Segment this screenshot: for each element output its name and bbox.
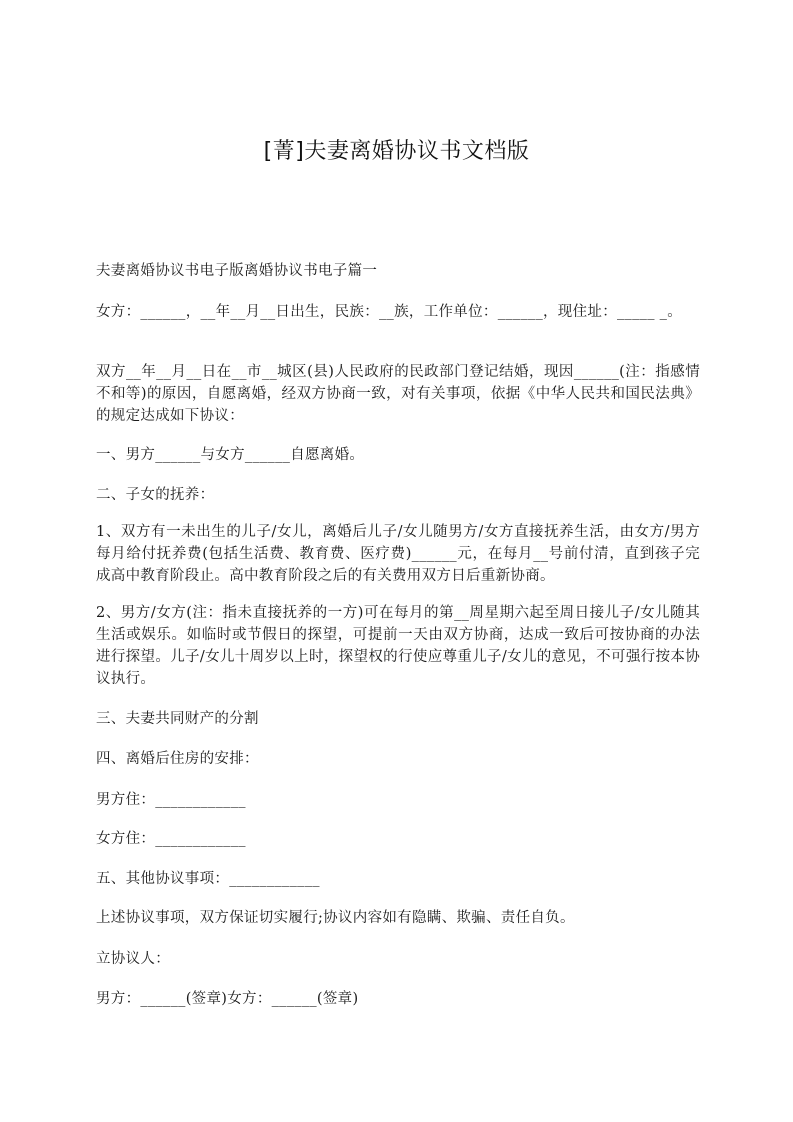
section-heading [96, 260, 700, 282]
wife-residence [96, 828, 700, 850]
paragraph: 1、双方有一未出生的儿子/女儿，离婚后儿子/女儿随男方/女方直接抚养生活，由女方/男方每月给付抚养费(包括生活费、教育费、医疗费)______元，在每月__号前付清，直到孩子完成高中教育阶段止。高中教育阶段之后的有关费用双方日后重新协商。 [96, 524, 700, 584]
paragraph: 上述协议事项，双方保证切实履行;协议内容如有隐瞒、欺骗、责任自负。 [96, 910, 575, 926]
paragraph: 一、男方______与女方______自愿离婚。 [96, 447, 365, 463]
marriage-paragraph [96, 361, 700, 427]
clause-5 [96, 868, 700, 890]
paragraph: 四、离婚后住房的安排： [96, 751, 259, 767]
clause-3 [96, 708, 700, 730]
paragraph: 男方住：____________ [96, 792, 246, 808]
document-title: [菁]夫妻离婚协议书文档版 [263, 139, 530, 164]
paragraph: 女方住：____________ [96, 831, 246, 847]
clause-2-heading [96, 484, 700, 506]
clause-4 [96, 748, 700, 770]
clause-2-item-2 [96, 602, 700, 690]
clause-1 [96, 444, 700, 466]
paragraph: 双方__年__月__日在__市__城区(县)人民政府的民政部门登记结婚，现因______(注：指感情不和等)的原因，自愿离婚，经双方协商一致，对有关事项，依据《中华人民共和国民法典》的规定达成如下协议： [96, 364, 700, 424]
husband-residence [96, 789, 700, 811]
signatories-label [96, 948, 700, 970]
paragraph: 五、其他协议事项：____________ [96, 871, 320, 887]
paragraph: 女方：______，__年__月__日出生，民族：__族，工作单位：______，现住址：_____ _。 [96, 304, 683, 320]
paragraph: 男方：______(签章)女方：______(签章) [96, 991, 359, 1007]
guarantee-paragraph [96, 907, 700, 929]
paragraph: 三、夫妻共同财产的分割 [96, 711, 259, 727]
paragraph: 立协议人： [96, 951, 170, 967]
wife-info-paragraph [96, 301, 700, 323]
paragraph: 二、子女的抚养： [96, 487, 215, 503]
signature-line [96, 988, 700, 1010]
paragraph: 2、男方/女方(注：指未直接抚养的一方)可在每月的第__周星期六起至周日接儿子/女儿随其生活或娱乐。如临时或节假日的探望，可提前一天由双方协商，达成一致后可按协商的办法进行探望。儿子/女儿十周岁以上时，探望权的行使应尊重儿子/女儿的意见，不可强行按本协议执行。 [96, 605, 700, 687]
paragraph: 夫妻离婚协议书电子版离婚协议书电子篇一 [96, 263, 378, 279]
clause-2-item-1 [96, 521, 700, 587]
